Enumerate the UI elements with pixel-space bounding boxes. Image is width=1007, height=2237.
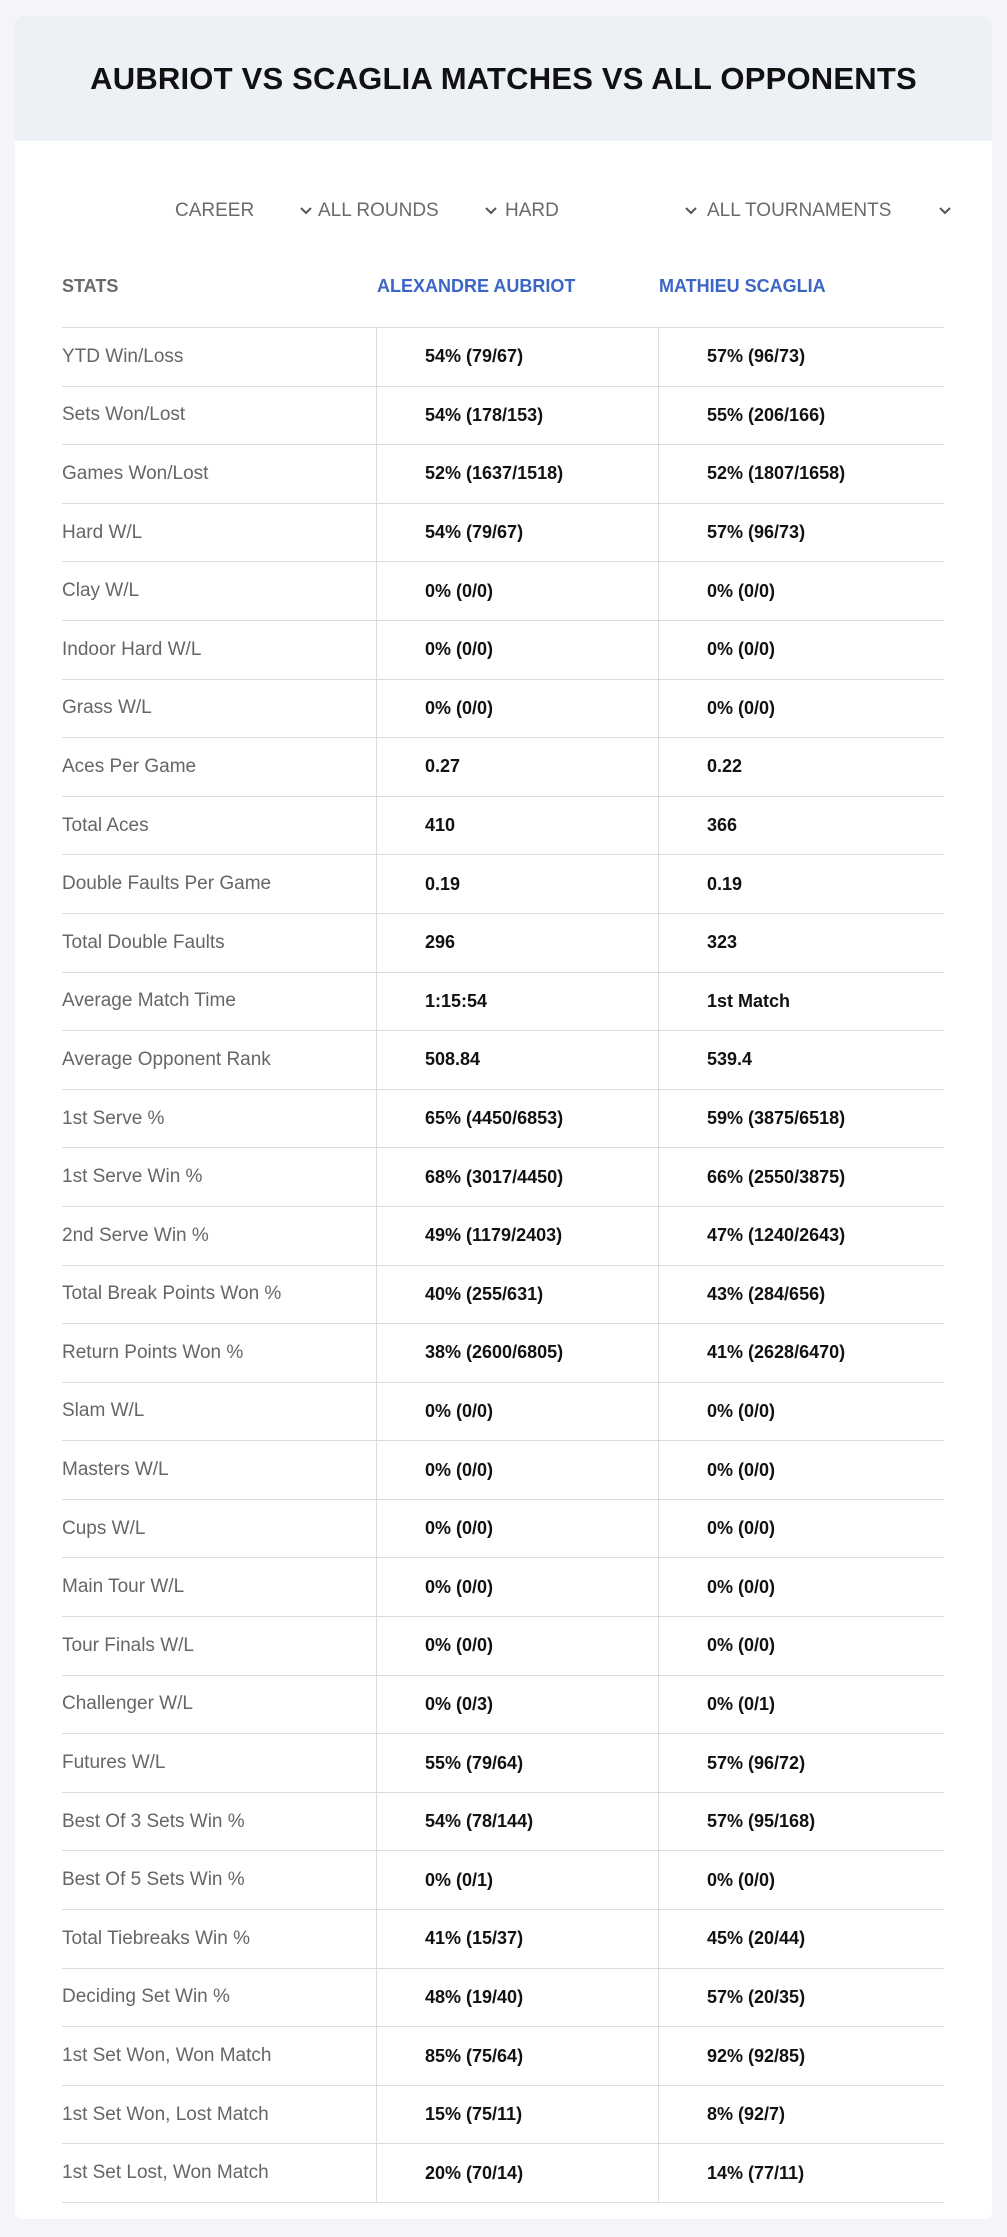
player1-stat-value: 0.19 (377, 855, 659, 913)
player2-stat-value: 0% (0/0) (707, 580, 776, 601)
stat-label: Sets Won/Lost (62, 387, 377, 445)
table-row (62, 2144, 944, 2203)
table-row (62, 1383, 944, 1442)
player2-stat-value: 47% (1240/2643) (707, 1225, 846, 1246)
player1-stat-value: 0% (0/0) (377, 1558, 659, 1616)
player1-stat-value: 508.84 (377, 1031, 659, 1089)
player2-stat-value: 0% (0/0) (707, 1400, 776, 1421)
player1-stat-value: 0% (0/0) (377, 1500, 659, 1558)
player2-stat-value: 57% (96/73) (707, 346, 806, 367)
stat-label: Average Match Time (62, 973, 377, 1031)
player1-stat-value: 40% (255/631) (377, 1266, 659, 1324)
stat-label: Main Tour W/L (62, 1558, 377, 1616)
stats-table (62, 246, 944, 2203)
player2-stat-value: 1st Match (707, 990, 791, 1011)
tournaments-select[interactable] (707, 186, 954, 236)
stat-label: Total Aces (62, 797, 377, 855)
chevron-down-icon (297, 202, 315, 220)
player1-stat-value: 52% (1637/1518) (377, 445, 659, 503)
table-row (62, 2027, 944, 2086)
player2-stat-value: 41% (2628/6470) (707, 1342, 846, 1363)
stat-label: Indoor Hard W/L (62, 621, 377, 679)
player2-stat-value: 0% (0/1) (707, 1693, 776, 1714)
player1-stat-value: 0% (0/3) (377, 1676, 659, 1734)
table-row (62, 504, 944, 563)
stat-label: Clay W/L (62, 562, 377, 620)
stat-label: Best Of 5 Sets Win % (62, 1851, 377, 1909)
page-title: AUBRIOT VS SCAGLIA MATCHES VS ALL OPPONENTS (90, 60, 917, 96)
player2-stat-value: 0% (0/0) (707, 1576, 776, 1597)
player1-stat-value: 0% (0/0) (377, 1617, 659, 1675)
player1-stat-value: 85% (75/64) (377, 2027, 659, 2085)
stat-label: Hard W/L (62, 504, 377, 562)
player1-stat-value: 0.27 (377, 738, 659, 796)
table-row (62, 1734, 944, 1793)
player2-stat-value: 66% (2550/3875) (707, 1166, 846, 1187)
stat-label: Total Break Points Won % (62, 1266, 377, 1324)
player2-stat-value: 14% (77/11) (707, 2162, 805, 2183)
player1-stat-value: 41% (15/37) (377, 1910, 659, 1968)
player2-stat-value: 52% (1807/1658) (707, 463, 846, 484)
player2-stat-value: 92% (92/85) (707, 2045, 806, 2066)
chevron-down-icon (482, 202, 500, 220)
table-row (62, 562, 944, 621)
stat-label: Deciding Set Win % (62, 1969, 377, 2027)
table-row (62, 1969, 944, 2028)
stat-label: Return Points Won % (62, 1324, 377, 1382)
table-row (62, 1441, 944, 1500)
table-row (62, 680, 944, 739)
table-row (62, 2086, 944, 2145)
table-row (62, 1617, 944, 1676)
period-select-value: CAREER (175, 200, 255, 221)
rounds-select-value: ALL ROUNDS (318, 200, 439, 221)
stat-label: Total Double Faults (62, 914, 377, 972)
player1-stat-value: 0% (0/0) (377, 1441, 659, 1499)
player2-stat-value: 57% (96/73) (707, 522, 806, 543)
player1-stat-value: 1:15:54 (377, 973, 659, 1031)
player1-stat-value: 410 (377, 797, 659, 855)
player2-stat-value: 539.4 (707, 1049, 753, 1070)
player2-stat-value: 0.19 (707, 873, 743, 894)
player1-stat-value: 0% (0/0) (377, 1383, 659, 1441)
player2-stat-value: 0.22 (707, 756, 743, 777)
player2-stat-value: 57% (20/35) (707, 1986, 806, 2007)
stat-label: Games Won/Lost (62, 445, 377, 503)
table-row (62, 1207, 944, 1266)
table-row (62, 1851, 944, 1910)
player2-stat-value: 0% (0/0) (707, 639, 776, 660)
table-body (62, 328, 944, 2203)
player2-stat-value: 366 (707, 815, 738, 836)
rounds-select[interactable] (318, 186, 500, 236)
table-row (62, 797, 944, 856)
table-row (62, 1558, 944, 1617)
tournaments-select-value: ALL TOURNAMENTS (707, 200, 892, 221)
player1-stat-value: 49% (1179/2403) (377, 1207, 659, 1265)
table-header (62, 246, 944, 328)
player2-stat-value: 323 (707, 932, 738, 953)
player1-stat-value: 68% (3017/4450) (377, 1148, 659, 1206)
table-row (62, 1910, 944, 1969)
stat-label: 1st Set Won, Lost Match (62, 2086, 377, 2144)
table-row (62, 1324, 944, 1383)
player1-link[interactable]: ALEXANDRE AUBRIOT (377, 276, 576, 296)
table-row (62, 1266, 944, 1325)
table-row (62, 445, 944, 504)
player1-stat-value: 0% (0/1) (377, 1851, 659, 1909)
player2-stat-value: 0% (0/0) (707, 1635, 776, 1656)
player2-stat-value: 45% (20/44) (707, 1928, 806, 1949)
chevron-down-icon (936, 202, 954, 220)
player1-stat-value: 296 (377, 914, 659, 972)
stats-card (15, 16, 992, 2219)
chevron-down-icon (682, 202, 700, 220)
stats-column-header: STATS (62, 276, 119, 296)
player2-stat-value: 59% (3875/6518) (707, 1108, 846, 1129)
table-row (62, 1090, 944, 1149)
stat-label: Average Opponent Rank (62, 1031, 377, 1089)
table-row (62, 1500, 944, 1559)
player1-stat-value: 0% (0/0) (377, 680, 659, 738)
table-row (62, 855, 944, 914)
stat-label: 2nd Serve Win % (62, 1207, 377, 1265)
stat-label: Challenger W/L (62, 1676, 377, 1734)
player1-stat-value: 54% (178/153) (377, 387, 659, 445)
player1-stat-value: 20% (70/14) (377, 2144, 659, 2202)
player2-stat-value: 0% (0/0) (707, 1459, 776, 1480)
stat-label: 1st Set Won, Won Match (62, 2027, 377, 2085)
stat-label: 1st Serve % (62, 1090, 377, 1148)
player2-stat-value: 55% (206/166) (707, 404, 826, 425)
filters-bar (15, 186, 992, 236)
player1-stat-value: 54% (79/67) (377, 504, 659, 562)
stat-label: YTD Win/Loss (62, 328, 377, 386)
player1-stat-value: 54% (78/144) (377, 1793, 659, 1851)
player1-stat-value: 38% (2600/6805) (377, 1324, 659, 1382)
card-header (15, 16, 992, 141)
stat-label: Best Of 3 Sets Win % (62, 1793, 377, 1851)
player1-stat-value: 65% (4450/6853) (377, 1090, 659, 1148)
stat-label: 1st Set Lost, Won Match (62, 2144, 377, 2202)
table-row (62, 1676, 944, 1735)
stat-label: 1st Serve Win % (62, 1148, 377, 1206)
player1-stat-value: 15% (75/11) (377, 2086, 659, 2144)
table-row (62, 738, 944, 797)
surface-select-value: HARD (505, 200, 559, 221)
surface-select[interactable] (505, 186, 700, 236)
stat-label: Total Tiebreaks Win % (62, 1910, 377, 1968)
player2-stat-value: 8% (92/7) (707, 2104, 786, 2125)
table-row (62, 1031, 944, 1090)
stat-label: Aces Per Game (62, 738, 377, 796)
player1-stat-value: 55% (79/64) (377, 1734, 659, 1792)
table-row (62, 328, 944, 387)
player1-stat-value: 0% (0/0) (377, 621, 659, 679)
table-row (62, 387, 944, 446)
player2-stat-value: 0% (0/0) (707, 697, 776, 718)
table-row (62, 621, 944, 680)
stat-label: Grass W/L (62, 680, 377, 738)
player2-stat-value: 0% (0/0) (707, 1869, 776, 1890)
stat-label: Masters W/L (62, 1441, 377, 1499)
table-row (62, 973, 944, 1032)
table-row (62, 1148, 944, 1207)
stat-label: Futures W/L (62, 1734, 377, 1792)
player2-stat-value: 43% (284/656) (707, 1283, 826, 1304)
stat-label: Double Faults Per Game (62, 855, 377, 913)
table-row (62, 1793, 944, 1852)
stat-label: Slam W/L (62, 1383, 377, 1441)
period-select[interactable] (175, 186, 315, 236)
player2-link[interactable]: MATHIEU SCAGLIA (659, 276, 826, 296)
stat-label: Tour Finals W/L (62, 1617, 377, 1675)
player2-stat-value: 57% (95/168) (707, 1811, 816, 1832)
player1-stat-value: 48% (19/40) (377, 1969, 659, 2027)
player1-stat-value: 0% (0/0) (377, 562, 659, 620)
player1-stat-value: 54% (79/67) (377, 328, 659, 386)
table-row (62, 914, 944, 973)
stat-label: Cups W/L (62, 1500, 377, 1558)
player2-stat-value: 57% (96/72) (707, 1752, 806, 1773)
player2-stat-value: 0% (0/0) (707, 1518, 776, 1539)
